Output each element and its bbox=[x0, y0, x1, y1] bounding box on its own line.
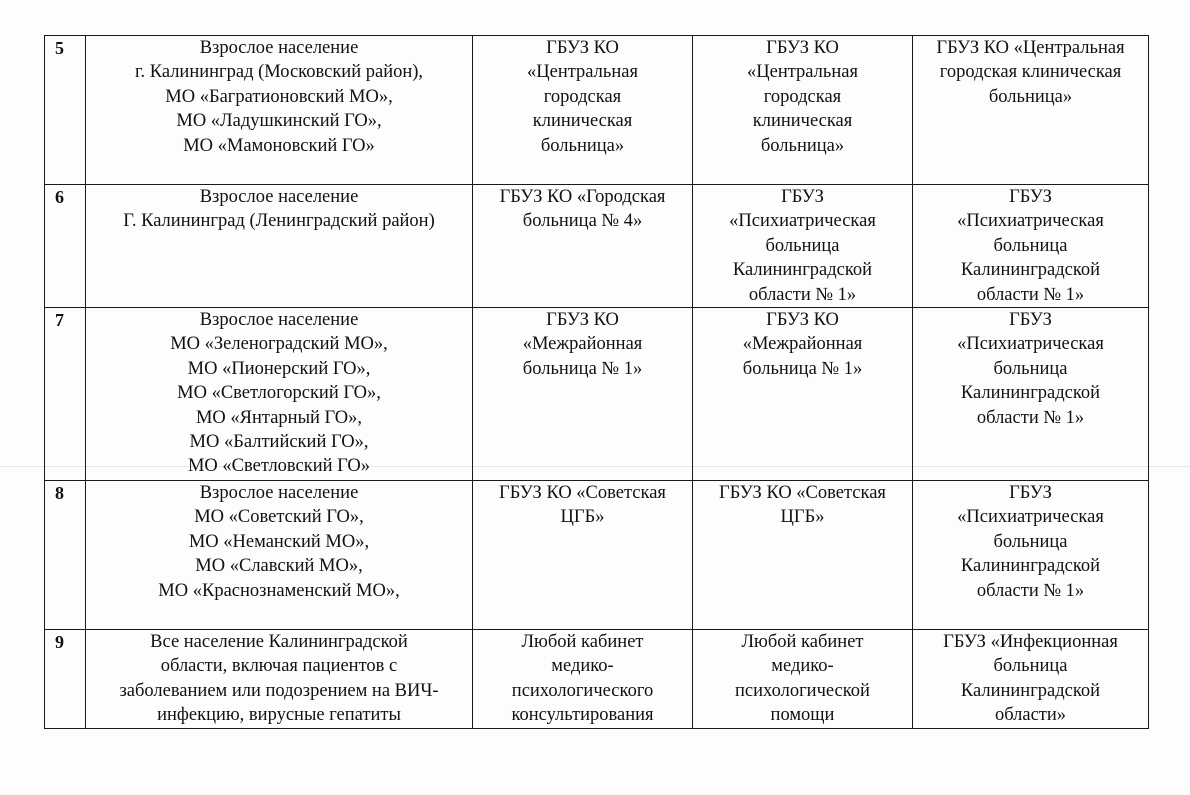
facility-cell-col5: ГБУЗ «Психиатрическая больница Калининградской области № 1» bbox=[913, 185, 1149, 308]
facilities-table bbox=[44, 35, 1149, 729]
facility-cell-col3: Любой кабинет медико- психологического консультирования bbox=[473, 630, 693, 729]
population-cell: Взрослое население г. Калининград (Московский район), МО «Багратионовский МО», МО «Ладушкинский ГО», МО «Мамоновский ГО» bbox=[86, 36, 473, 185]
table-row-6 bbox=[45, 185, 1149, 308]
row-number: 8 bbox=[45, 481, 86, 630]
facility-cell-col5: ГБУЗ КО «Центральная городская клиническая больница» bbox=[913, 36, 1149, 185]
row-number: 9 bbox=[45, 630, 86, 729]
row-number: 5 bbox=[45, 36, 86, 185]
row-number: 6 bbox=[45, 185, 86, 308]
facility-cell-col3: ГБУЗ КО «Центральная городская клиническая больница» bbox=[473, 36, 693, 185]
facility-cell-col4: ГБУЗ «Психиатрическая больница Калининградской области № 1» bbox=[693, 185, 913, 308]
table-row-9 bbox=[45, 630, 1149, 729]
population-cell: Все население Калининградской области, включая пациентов с заболеванием или подозрением на ВИЧ- инфекцию, вирусные гепатиты bbox=[86, 630, 473, 729]
facility-cell-col5: ГБУЗ «Психиатрическая больница Калининградской области № 1» bbox=[913, 308, 1149, 481]
table-row-8 bbox=[45, 481, 1149, 630]
facility-cell-col3: ГБУЗ КО «Городская больница № 4» bbox=[473, 185, 693, 308]
population-cell: Взрослое население Г. Калининград (Ленинградский район) bbox=[86, 185, 473, 308]
population-cell: Взрослое население МО «Зеленоградский МО», МО «Пионерский ГО», МО «Светлогорский ГО», МО «Янтарный ГО», МО «Балтийский ГО», МО «Светловский ГО» bbox=[86, 308, 473, 481]
facility-cell-col5: ГБУЗ «Психиатрическая больница Калининградской области № 1» bbox=[913, 481, 1149, 630]
facility-cell-col4: Любой кабинет медико- психологической помощи bbox=[693, 630, 913, 729]
row-number: 7 bbox=[45, 308, 86, 481]
facility-cell-col4: ГБУЗ КО «Межрайонная больница № 1» bbox=[693, 308, 913, 481]
table-row-7 bbox=[45, 308, 1149, 481]
facility-cell-col4: ГБУЗ КО «Советская ЦГБ» bbox=[693, 481, 913, 630]
facility-cell-col3: ГБУЗ КО «Межрайонная больница № 1» bbox=[473, 308, 693, 481]
facility-cell-col3: ГБУЗ КО «Советская ЦГБ» bbox=[473, 481, 693, 630]
facility-cell-col5: ГБУЗ «Инфекционная больница Калининградской области» bbox=[913, 630, 1149, 729]
table-row-5 bbox=[45, 36, 1149, 185]
population-cell: Взрослое население МО «Советский ГО», МО «Неманский МО», МО «Славский МО», МО «Краснознаменский МО», bbox=[86, 481, 473, 630]
facility-cell-col4: ГБУЗ КО «Центральная городская клиническая больница» bbox=[693, 36, 913, 185]
